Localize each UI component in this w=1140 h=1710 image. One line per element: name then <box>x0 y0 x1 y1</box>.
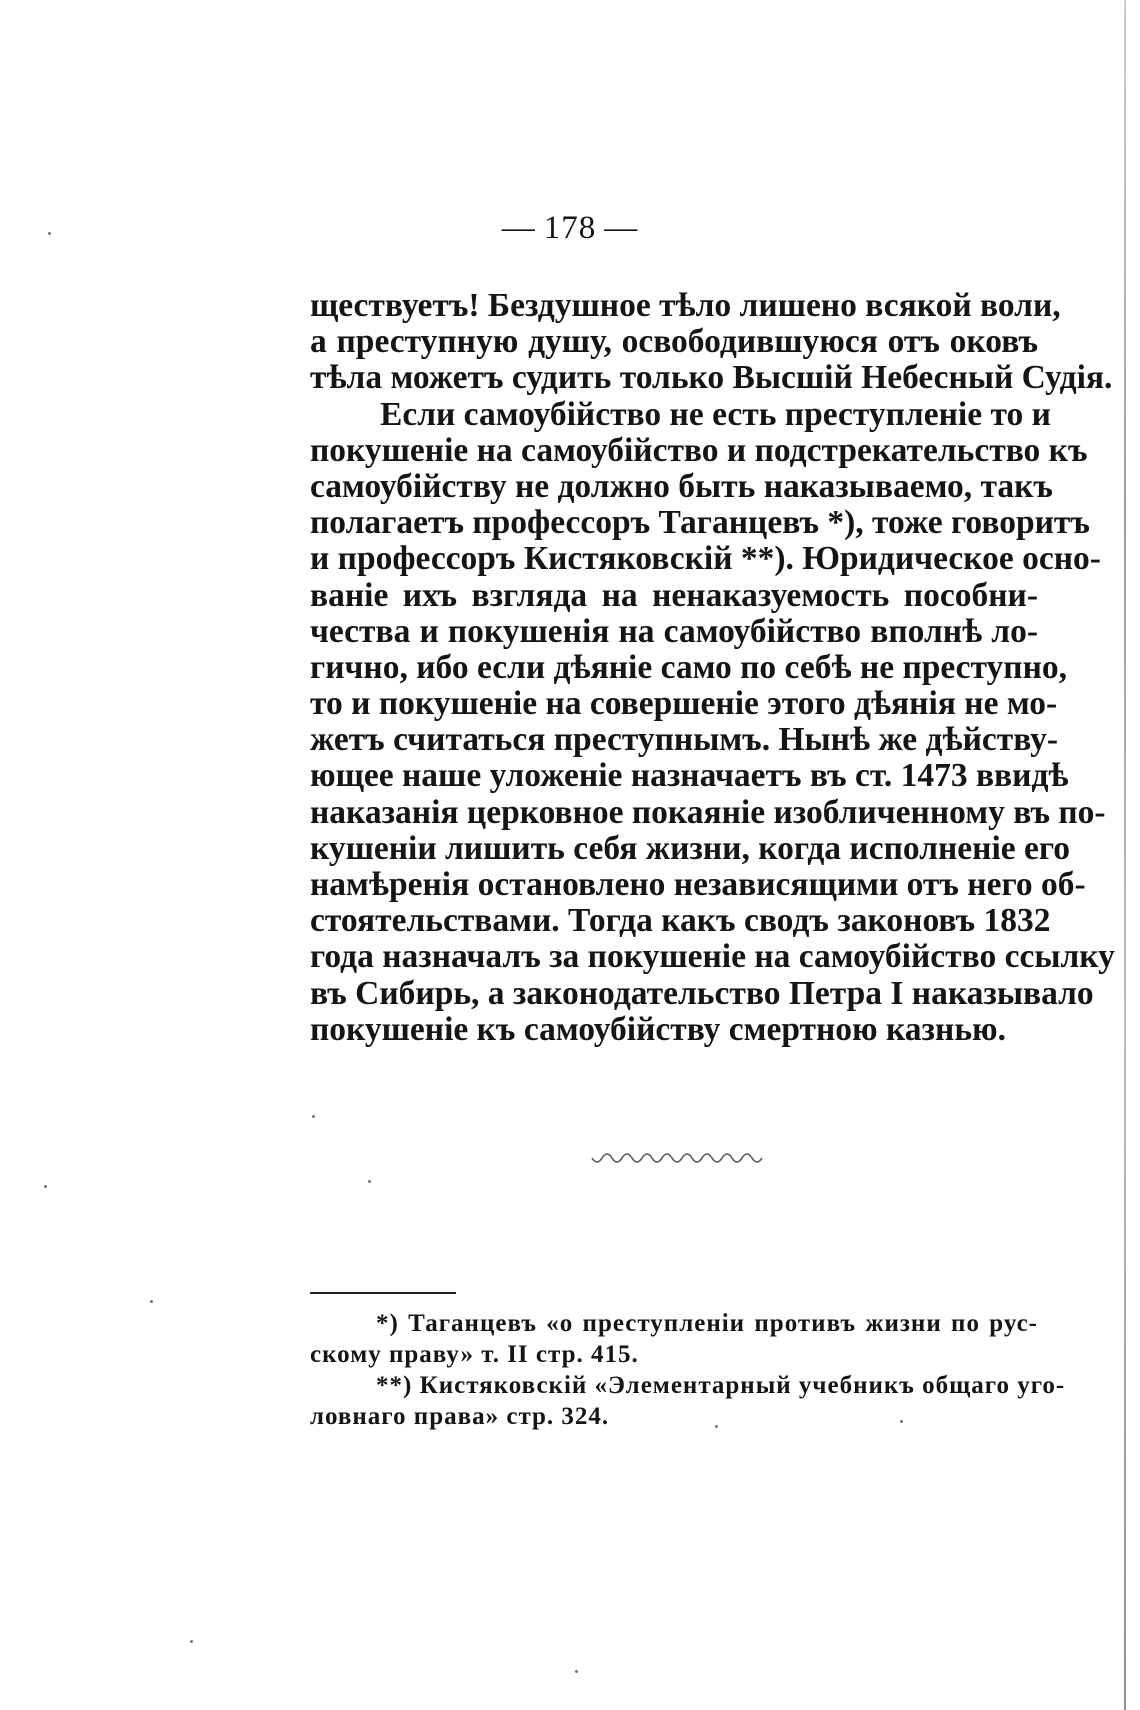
body-text <box>310 287 1115 1048</box>
body-line: кушеніи лишить себя жизни, когда исполненіе его <box>310 829 1071 867</box>
paper-speck <box>575 1670 578 1673</box>
paper-speck <box>368 1180 371 1183</box>
body-line: года назначалъ за покушеніе на самоубійство ссылку <box>310 938 1115 976</box>
page-number-value: 178 <box>543 210 597 246</box>
page-edge-shadow <box>1124 0 1126 1710</box>
page-number <box>0 210 1140 247</box>
body-line: самоубійству не должно быть наказываемо, такъ <box>310 467 1053 505</box>
footnote-line: **) Кистяковскій «Элементарный учебникъ общаго уго- <box>376 1372 1066 1399</box>
body-line: въ Сибирь, а законодательство Петра I наказывало <box>310 974 1094 1012</box>
footnote-line: *) Таганцевъ «о преступленіи противъ жизни по рус- <box>376 1310 1038 1337</box>
body-line: чества и покушенія на самоубійство вполнѣ ло- <box>310 612 1038 650</box>
page-number-dash-left: — <box>501 210 536 246</box>
body-line: ваніе ихъ взгляда на ненаказуемость пособни- <box>310 576 1038 614</box>
paper-speck <box>715 1425 718 1428</box>
section-divider-ornament <box>590 1150 770 1170</box>
body-line: ществуетъ! Бездушное тѣло лишено всякой воли, <box>310 287 1061 324</box>
paper-speck <box>48 232 51 235</box>
body-line: а преступную душу, освободившуюся отъ оковъ <box>310 323 1038 361</box>
body-line: покушеніе на самоубійство и подстрекательство къ <box>310 431 1088 469</box>
body-line: ющее наше уложеніе назначаетъ въ ст. 1473 ввидѣ <box>310 757 1069 795</box>
paper-speck <box>900 1420 903 1423</box>
body-line: Если самоубійство не есть преступленіе то и <box>380 395 1051 433</box>
body-line: то и покушеніе на совершеніе этого дѣянія не мо- <box>310 685 1058 723</box>
body-line: покушеніе къ самоубійству смертною казнью. <box>310 1010 1007 1048</box>
paper-speck <box>44 1185 47 1188</box>
footnote-line: ловнаго права» стр. 324. <box>310 1403 610 1430</box>
paper-speck <box>150 1300 153 1303</box>
body-line: и профессоръ Кистяковскій **). Юридическое осно- <box>310 540 1101 578</box>
footnote-line: скому праву» т. II стр. 415. <box>310 1341 639 1368</box>
body-line: полагаетъ профессоръ Таганцевъ *), тоже говоритъ <box>310 504 1090 542</box>
body-line: тѣла можетъ судить только Высшій Небесный Судія. <box>310 359 1113 397</box>
body-line: стоятельствами. Тогда какъ сводъ законовъ 1832 <box>310 902 1051 940</box>
paper-speck <box>190 1640 193 1643</box>
body-line: наказанія церковное покаяніе изобличенному въ по- <box>310 793 1106 831</box>
body-line: жетъ считаться преступнымъ. Нынѣ же дѣйству- <box>310 721 1059 759</box>
body-line: гично, ибо если дѣяніе само по себѣ не преступно, <box>310 648 1068 686</box>
footnotes <box>310 1308 1066 1432</box>
footnote-separator <box>310 1292 456 1294</box>
paper-speck <box>312 1115 315 1118</box>
body-line: намѣренія остановлено независящими отъ него об- <box>310 866 1086 903</box>
page-number-dash-right: — <box>604 210 639 246</box>
